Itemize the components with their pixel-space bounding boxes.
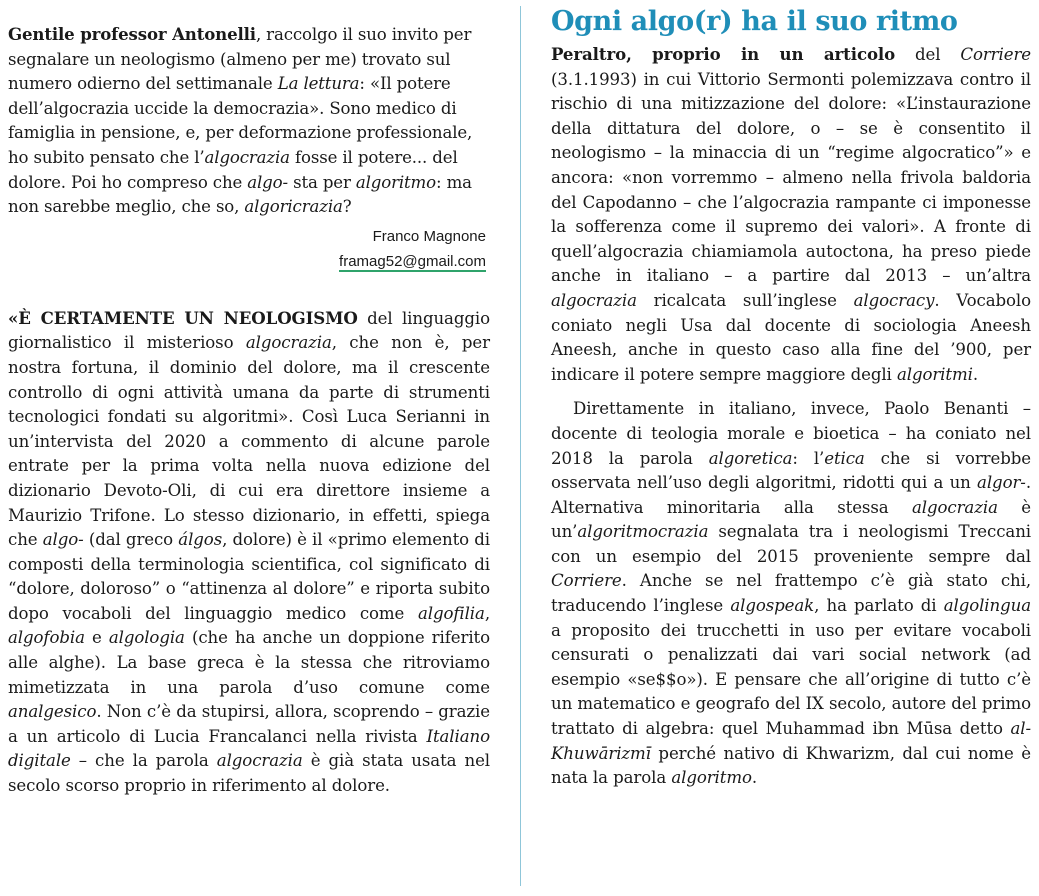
letter-italic: algo- (247, 172, 288, 192)
answer-text: – che la parola (70, 751, 217, 771)
answer-italic: Italiano digitale (8, 726, 490, 771)
answer-paragraph-3 (551, 397, 1031, 791)
answer-text: , dolore) è il «primo elemento di composti della terminologia scientifica, col significato di “dolore, doloroso” o “attinenza al dolore” e riporta subito dopo vocaboli del linguaggio medico come (8, 530, 490, 623)
answer-italic: al-Khuwārizmī (551, 719, 1031, 763)
answer-text: Direttamente in italiano, invece, Paolo Benanti – docente di teologia morale e bioetica – ha coniato nel 2018 la parola (551, 399, 1031, 468)
letter-text: : ma non sarebbe meglio, che so, (8, 172, 472, 217)
signature-email-row (8, 252, 486, 272)
answer-text: a proposito dei trucchetti in uso per evitare vocaboli censurati o penalizzati dai vari social network (ad esempio «se$$o»). E pensare che all’origine di tutto c’è un matematico e geografo del IX secolo, autore del primo trattato di algebra: quel Muhammad ibn Mūsa detto (551, 620, 1031, 739)
letter-text: : «Il potere dell’algocrazia uccide la democrazia». Sono medico di famiglia in pensione, e, per deformazione professionale, ho subito pensato che l’ (8, 74, 473, 167)
answer-italic: analgesico (8, 702, 97, 722)
answer-italic: etica (824, 448, 865, 468)
letter-italic: algocrazia (204, 147, 290, 167)
answer-text: . (972, 364, 978, 384)
letter-italic: La lettura (277, 74, 360, 94)
answer-text: (che ha anche un doppione riferito alle alghe). La base greca è la stessa che ritroviamo mimetizzata in una parola d’uso comune come (8, 628, 490, 697)
answer-text: (3.1.1993) in cui Vittorio Sermonti polemizzava contro il rischio di una mitizzazione del dolore: «L’instaurazione della dittatura del dolore, o – se è consentito il neologismo – la minaccia di un “regime algocratico”» e ancora: «non vorremmo – almeno nella frivola baldoria del Capodanno – che l’algocrazia rampante ci imponesse la sofferenza come il supremo dei valori». A fronte di quell’algocrazia chiamiamola autoctona, ha preso piede anche in italiano – a partire dal 2013 – un’altra (551, 69, 1031, 286)
answer-text: , che non è, per nostra fortuna, il dominio del dolore, ma il crescente controllo di ogni attività umana da parte di strumenti tecnologici fondati su algoritmi». Così Luca Serianni in un’intervista del 2020 a commento di alcune parole entrate per la prima volta nella nuova edizione del dizionario Devoto-Oli, di cui era direttore insieme a Maurizio Trifone. Lo stesso dizionario, in effetti, spiega che (8, 333, 490, 550)
answer-text: . (751, 768, 758, 788)
answer-text: perché nativo di Khwarizm, dal cui nome è nata la parola (551, 743, 1031, 788)
answer-italic: algocrazia (245, 333, 332, 353)
answer-italic: algocrazia (551, 290, 637, 310)
answer-text: : l’ (792, 448, 825, 468)
answer-italic: algofobia (8, 628, 85, 648)
answer-text: del linguaggio giornalistico il misterioso (8, 308, 490, 353)
answer-text: . Vocabolo coniato negli Usa dal docente di sociologia Aneesh Aneesh, anche in questo caso alla fine del ’900, per indicare il potere sempre maggiore degli (551, 290, 1031, 384)
answer-italic: algoritmi (896, 364, 973, 384)
answer-text: . Alternativa minoritaria alla stessa (551, 473, 1031, 517)
answer-italic: álgos (178, 530, 223, 550)
answer-text: che si vorrebbe osservata nell’uso degli algoritmi, ridotti qui a un (551, 448, 1031, 493)
answer-italic: algocracy (853, 290, 935, 310)
answer-text: , (484, 603, 490, 623)
answer-italic: algocrazia (911, 497, 998, 517)
answer-italic: algocrazia (216, 751, 303, 771)
answer-text: e (84, 628, 109, 648)
answer-lead: «È CERTAMENTE UN NEOLOGISMO (8, 307, 358, 328)
column-divider (520, 6, 521, 886)
reader-letter (8, 22, 490, 220)
letter-text: fosse il potere... del dolore. Poi ho compreso che (8, 147, 458, 192)
answer-text: è un’ (551, 497, 1031, 542)
answer-text: (dal greco (83, 530, 179, 550)
right-column (551, 0, 1031, 791)
letter-italic: algoritmo (355, 172, 436, 192)
answer-text: . Non c’è da stupirsi, allora, scoprendo – grazie a un articolo di Lucia Francalanci nella rivista (8, 702, 490, 746)
answer-italic: algologia (108, 628, 185, 648)
letter-text: ? (342, 197, 352, 217)
answer-italic: algolingua (943, 596, 1032, 616)
signature-email[interactable]: framag52@gmail.com (339, 252, 486, 270)
left-column (8, 0, 490, 799)
letter-italic: algoricrazia (244, 197, 343, 217)
answer-italic: algo- (42, 530, 84, 550)
answer-italic: algoretica (708, 448, 793, 468)
answer-text: , ha parlato di (814, 596, 944, 616)
answer-italic: algoritmo (671, 768, 752, 788)
answer-italic: algofilia (417, 603, 485, 623)
letter-salutation: Gentile professor Antonelli (8, 24, 256, 44)
letter-text: , raccolgo il suo invito per segnalare un neologismo (almeno per me) trovato sul numero odierno del settimanale (8, 25, 472, 94)
answer-italic: algor- (977, 473, 1026, 493)
answer-text: è già stata usata nel secolo scorso proprio in riferimento al dolore. (8, 751, 490, 796)
paragraph-lead: Peraltro, proprio in un articolo (551, 44, 896, 64)
answer-text: . Anche se nel frattempo c’è già stato chi, traducendo l’inglese (551, 571, 1031, 616)
answer-italic: algoritmocrazia (577, 522, 709, 542)
answer-text: del (895, 45, 961, 64)
answer-text: segnalata tra i neologismi Treccani con un esempio del 2015 proveniente sempre dal (551, 522, 1031, 566)
answer-paragraph-1 (8, 306, 490, 799)
answer-italic: Corriere (551, 571, 622, 591)
answer-text: ricalcata sull’inglese (636, 290, 854, 310)
answer-italic: algospeak (730, 596, 815, 616)
answer-italic: Corriere (960, 45, 1031, 64)
section-title: Ogni algo(r) ha il suo ritmo (551, 6, 958, 37)
signature-name: Franco Magnone (372, 227, 486, 245)
answer-paragraph-2 (551, 42, 1031, 387)
letter-text: sta per (287, 172, 356, 192)
